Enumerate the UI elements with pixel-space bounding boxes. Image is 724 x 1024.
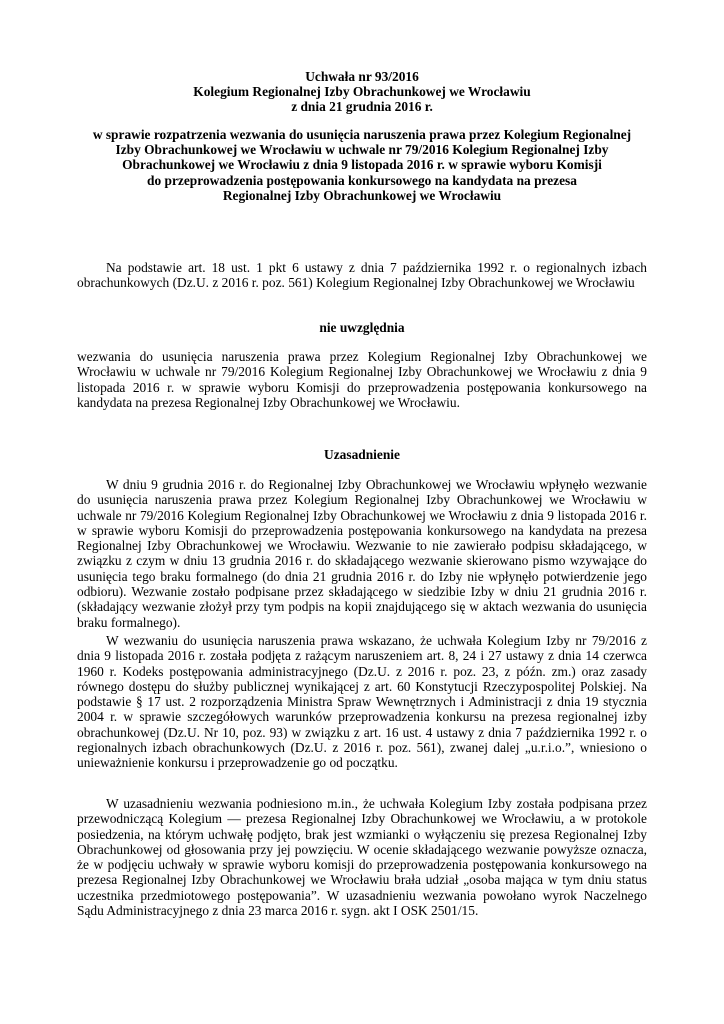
legal-basis-paragraph: Na podstawie art. 18 ust. 1 pkt 6 ustawy z dnia 7 października 1992 r. o regionalnych izbach obrachunkowych (Dz.U. z 2016 r. poz. 561) Kolegium Regionalnej Izby Obrachunkowej we Wrocławiu	[77, 260, 647, 291]
resolution-subject	[72, 127, 652, 203]
justification-paragraph-1: W dniu 9 grudnia 2016 r. do Regionalnej Izby Obrachunkowej we Wrocławiu wpłynęło wezwanie do usunięcia naruszenia prawa przez Kolegium Regionalnej Izby Obrachunkowej we Wrocławiu w uchwale nr 79/2016 Kolegium Regionalnej Izby Obrachunkowej we Wrocławiu z dnia 9 listopada 2016 r. w sprawie wyboru Komisji do przeprowadzenia postępowania konkursowego na kandydata na prezesa Regionalnej Izby Obrachunkowej we Wrocławiu. Wezwanie to nie zawierało podpisu składającego, w związku z czym w dniu 13 grudnia 2016 r. do składającego wezwanie skierowano pismo wzywające do usunięcia tego braku formalnego (do dnia 21 grudnia 2016 r. do Izby nie wpłynęło potwierdzenie jego odbioru). Wezwanie zostało podpisane przez składającego w siedzibie Izby w dniu 21 grudnia 2016 r. (składający wezwanie złożył przy tym podpis na kopii znajdującego się w aktach wezwania do usunięcia braku formalnego).	[77, 477, 647, 630]
subject-line: w sprawie rozpatrzenia wezwania do usunięcia naruszenia prawa przez Kolegium Regionalnej	[92, 127, 632, 142]
justification-paragraph-2: W wezwaniu do usunięcia naruszenia prawa wskazano, że uchwała Kolegium Izby nr 79/2016 z dnia 9 listopada 2016 r. została podjęta z rażącym naruszeniem art. 8, 24 i 27 ustawy z dnia 14 czerwca 1960 r. Kodeks postępowania administracyjnego (Dz.U. z 2016 r. poz. 23, z późn. zm.) oraz zasady równego dostępu do służby publicznej wynikającej z art. 60 Konstytucji Rzeczypospolitej Polskiej. Na podstawie § 17 ust. 2 rozporządzenia Ministra Spraw Wewnętrznych i Administracji z dnia 19 stycznia 2004 r. w sprawie szczegółowych warunków przeprowadzenia konkursu na prezesa regionalnej izby obrachunkowej (Dz.U. Nr 10, poz. 93) w związku z art. 16 ust. 4 ustawy z dnia 7 października 1992 r. o regionalnych izbach obrachunkowych (Dz.U. z 2016 r. poz. 561), zwanej dalej „u.r.i.o.”, wniesiono o unieważnienie konkursu i przeprowadzenie go od początku.	[77, 633, 647, 771]
resolution-number: Uchwała nr 93/2016	[305, 69, 419, 84]
decision-heading: nie uwzględnia	[319, 320, 405, 335]
justification-paragraph-3: W uzasadnieniu wezwania podniesiono m.in., że uchwała Kolegium Izby została podpisana przez przewodniczącą Kolegium — prezesa Regionalnej Izby Obrachunkowej we Wrocławiu, a w protokole posiedzenia, na którym uchwałę podjęto, brak jest wzmianki o wyłączeniu się prezesa Regionalnej Izby Obrachunkowej od głosowania przy jej powzięciu. W ocenie składającego wezwanie powyższe oznacza, że w podjęciu uchwały w sprawie wyboru komisji do przeprowadzenia postępowania konkursowego na prezesa Regionalnej Izby Obrachunkowej we Wrocławiu brała udział „osoba mająca w tym dniu status uczestnika przedmiotowego postępowania”. W uzasadnieniu wezwania powołano wyrok Naczelnego Sądu Administracyjnego z dnia 23 marca 2016 r. sygn. akt I OSK 2501/15.	[77, 796, 647, 919]
document-header	[0, 69, 724, 115]
subject-line: do przeprowadzenia postępowania konkursowego na kandydata na prezesa	[147, 172, 577, 188]
subject-line: Obrachunkowej we Wrocławiu z dnia 9 listopada 2016 r. w sprawie wyboru Komisji	[122, 157, 602, 173]
resolution-date: z dnia 21 grudnia 2016 r.	[291, 99, 433, 115]
issuing-body: Kolegium Regionalnej Izby Obrachunkowej we Wrocławiu	[193, 84, 531, 100]
subject-line: Regionalnej Izby Obrachunkowej we Wrocławiu	[222, 187, 502, 203]
justification-heading: Uzasadnienie	[324, 447, 400, 462]
subject-line: Izby Obrachunkowej we Wrocławiu w uchwale nr 79/2016 Kolegium Regionalnej Izby	[115, 142, 609, 158]
decision-paragraph: wezwania do usunięcia naruszenia prawa przez Kolegium Regionalnej Izby Obrachunkowej we Wrocławiu w uchwale nr 79/2016 Kolegium Regionalnej Izby Obrachunkowej we Wrocławiu z dnia 9 listopada 2016 r. w sprawie wyboru Komisji do przeprowadzenia postępowania konkursowego na kandydata na prezesa Regionalnej Izby Obrachunkowej we Wrocławiu.	[77, 349, 647, 410]
